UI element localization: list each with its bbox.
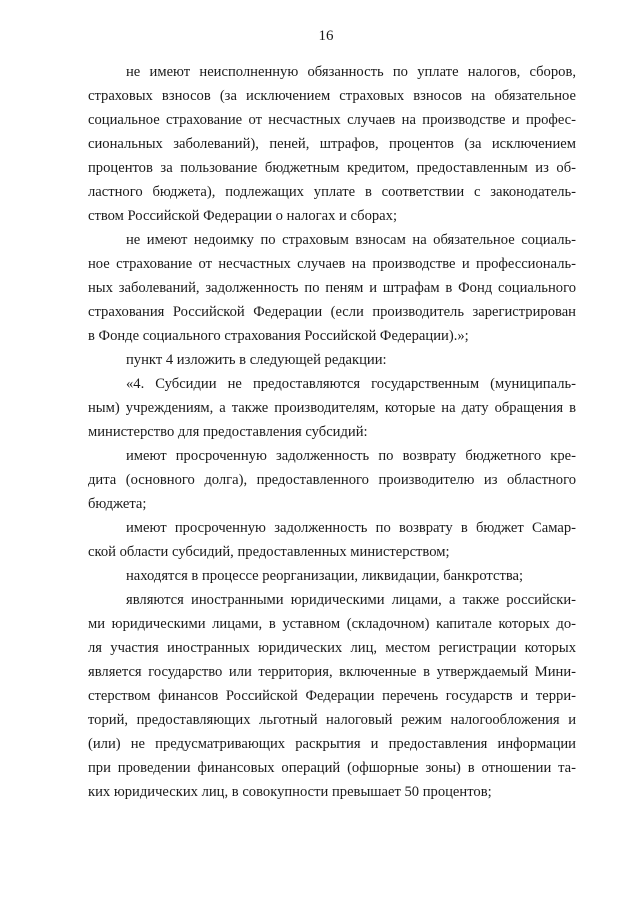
text-line: (или) не предусматривающих раскрытия и предоставления информации [88, 736, 576, 752]
text-line: при проведении финансовых операций (офшорные зоны) в отношении та- [88, 760, 576, 776]
text-line: имеют просроченную задолженность по возврату в бюджет Самар- [126, 520, 576, 536]
page-number: 16 [318, 28, 334, 44]
text-line: процентов за пользование бюджетным кредитом, предоставленным из об- [88, 160, 576, 176]
text-line: сиональных заболеваний), пеней, штрафов, процентов (за исключением [88, 136, 576, 152]
text-line: не имеют недоимку по страховым взносам на обязательное социаль- [126, 232, 576, 248]
text-line: в Фонде социального страхования Российской Федерации).»; [88, 328, 469, 344]
document-body [88, 60, 576, 804]
text-line: стерством финансов Российской Федерации перечень государств и терри- [88, 688, 576, 704]
text-line: ное страхование от несчастных случаев на производстве и профессиональ- [88, 256, 576, 272]
text-line: бюджета; [88, 496, 147, 512]
text-line: не имеют неисполненную обязанность по уплате налогов, сборов, [126, 64, 576, 80]
text-line: социальное страхование от несчастных случаев на производстве и профес- [88, 112, 576, 128]
text-line: ких юридических лиц, в совокупности превышает 50 процентов; [88, 784, 492, 800]
text-line: дита (основного долга), предоставленного производителю из областного [88, 472, 576, 488]
text-line: является государство или территория, включенные в утверждаемый Мини- [88, 664, 576, 680]
text-line: ля участия иностранных юридических лиц, местом регистрации которых [88, 640, 576, 656]
text-line: «4. Субсидии не предоставляются государственным (муниципаль- [126, 376, 576, 392]
text-line: торий, предоставляющих льготный налоговый режим налогообложения и [88, 712, 576, 728]
text-line: являются иностранными юридическими лицами, а также российски- [126, 592, 576, 608]
text-line: ных заболеваний, задолженность по пеням и штрафам в Фонд социального [88, 280, 576, 296]
text-line: страховых взносов (за исключением страховых взносов на обязательное [88, 88, 576, 104]
text-line: имеют просроченную задолженность по возврату бюджетного кре- [126, 448, 576, 464]
text-line: министерство для предоставления субсидий: [88, 424, 368, 440]
text-line: ми юридическими лицами, в уставном (складочном) капитале которых до- [88, 616, 576, 632]
text-line: пункт 4 изложить в следующей редакции: [126, 352, 387, 368]
text-line: ластного бюджета), подлежащих уплате в соответствии с законодатель- [88, 184, 576, 200]
text-line: страхования Российской Федерации (если производитель зарегистрирован [88, 304, 576, 320]
text-line: ным) учреждениям, а также производителям, которые на дату обращения в [88, 400, 576, 416]
text-line: находятся в процессе реорганизации, ликвидации, банкротства; [126, 568, 524, 584]
text-line: ством Российской Федерации о налогах и сборах; [88, 208, 397, 224]
text-line: ской области субсидий, предоставленных министерством; [88, 544, 450, 560]
